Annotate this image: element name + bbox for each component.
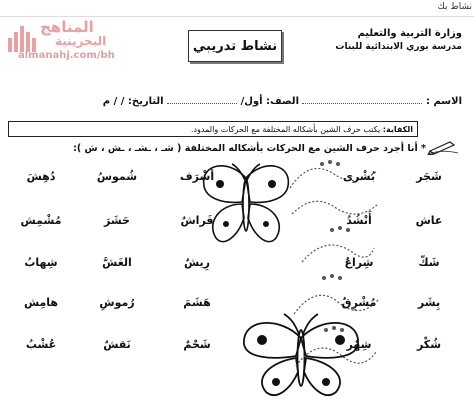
word-col5-5: عُشْبُ [25, 338, 57, 351]
instruction: * أنا أجرد حرف الشين مع الحركات بأشكاله المختلفة ( شـ ، ـشـ ، ـش ، ش ): [73, 143, 426, 154]
word-col2-1: بُشْرى [342, 170, 376, 183]
word-col3-1: أَشْرَف [179, 170, 215, 183]
logo-url[interactable]: almanahj.com/bh [18, 50, 115, 61]
word-col5-3: شِهابُ [24, 256, 58, 269]
info-row [10, 96, 462, 110]
top-bar [0, 0, 474, 17]
ministry-name: وزارة التربية والتعليم [357, 28, 462, 39]
word-col4-2: حَشَرَ [104, 214, 130, 227]
tracing-letters [282, 152, 386, 392]
word-col1-5: شُكْر [416, 338, 442, 351]
school-name: مدرسة بوري الابتدائية للبنات [335, 42, 462, 52]
word-col3-4: هَشَمَ [183, 296, 211, 309]
word-col2-2: أَنْشُدُ [346, 214, 372, 227]
competency-label: الكفاية: [382, 125, 413, 134]
logo-title: المناهج [40, 18, 94, 36]
logo-subtitle: البحرينية [55, 34, 107, 48]
word-col3-3: رِيشٌ [183, 256, 210, 269]
class-label: الصف: أول/ [240, 96, 299, 107]
date-separators: / / م [102, 96, 125, 107]
sheet-title-text: نشاط تدريبي [192, 38, 278, 54]
sheet-title [188, 30, 282, 62]
word-col4-1: شُموسُ [96, 170, 138, 183]
name-field[interactable] [302, 103, 422, 104]
competency-box [8, 121, 418, 137]
word-col4-5: نَقشٌ [103, 338, 131, 351]
top-label: نشاط بك [437, 2, 472, 12]
word-col3-2: فَراشٌ [180, 214, 214, 227]
word-col1-3: شَكّ [418, 256, 440, 269]
word-col2-3: شِراعٌ [344, 256, 374, 269]
name-label: الاسم : [425, 96, 462, 107]
word-col1-4: بِشَر [417, 296, 441, 309]
word-col2-4: مُشْرِقٌ [341, 296, 377, 309]
class-field[interactable] [167, 103, 237, 104]
word-col2-5: شِهْر [346, 338, 372, 351]
competency-text: يكتب حرف الشين بأشكاله المختلفة مع الحركات والمدود. [190, 125, 381, 134]
pencil-icon [426, 139, 460, 155]
word-col4-4: رُموشِ [99, 296, 135, 309]
word-col4-3: الغَشَّ [102, 256, 132, 269]
word-col1-2: عاش [415, 214, 443, 227]
date-label: التاريخ: [127, 96, 164, 107]
word-col5-2: مُشْمِش [20, 214, 62, 227]
word-col1-1: شَجَر [416, 170, 442, 183]
word-col5-4: هامِش [23, 296, 59, 309]
word-col3-5: شَحْمٌ [183, 338, 211, 351]
word-col5-1: دُهِشَ [26, 170, 56, 183]
